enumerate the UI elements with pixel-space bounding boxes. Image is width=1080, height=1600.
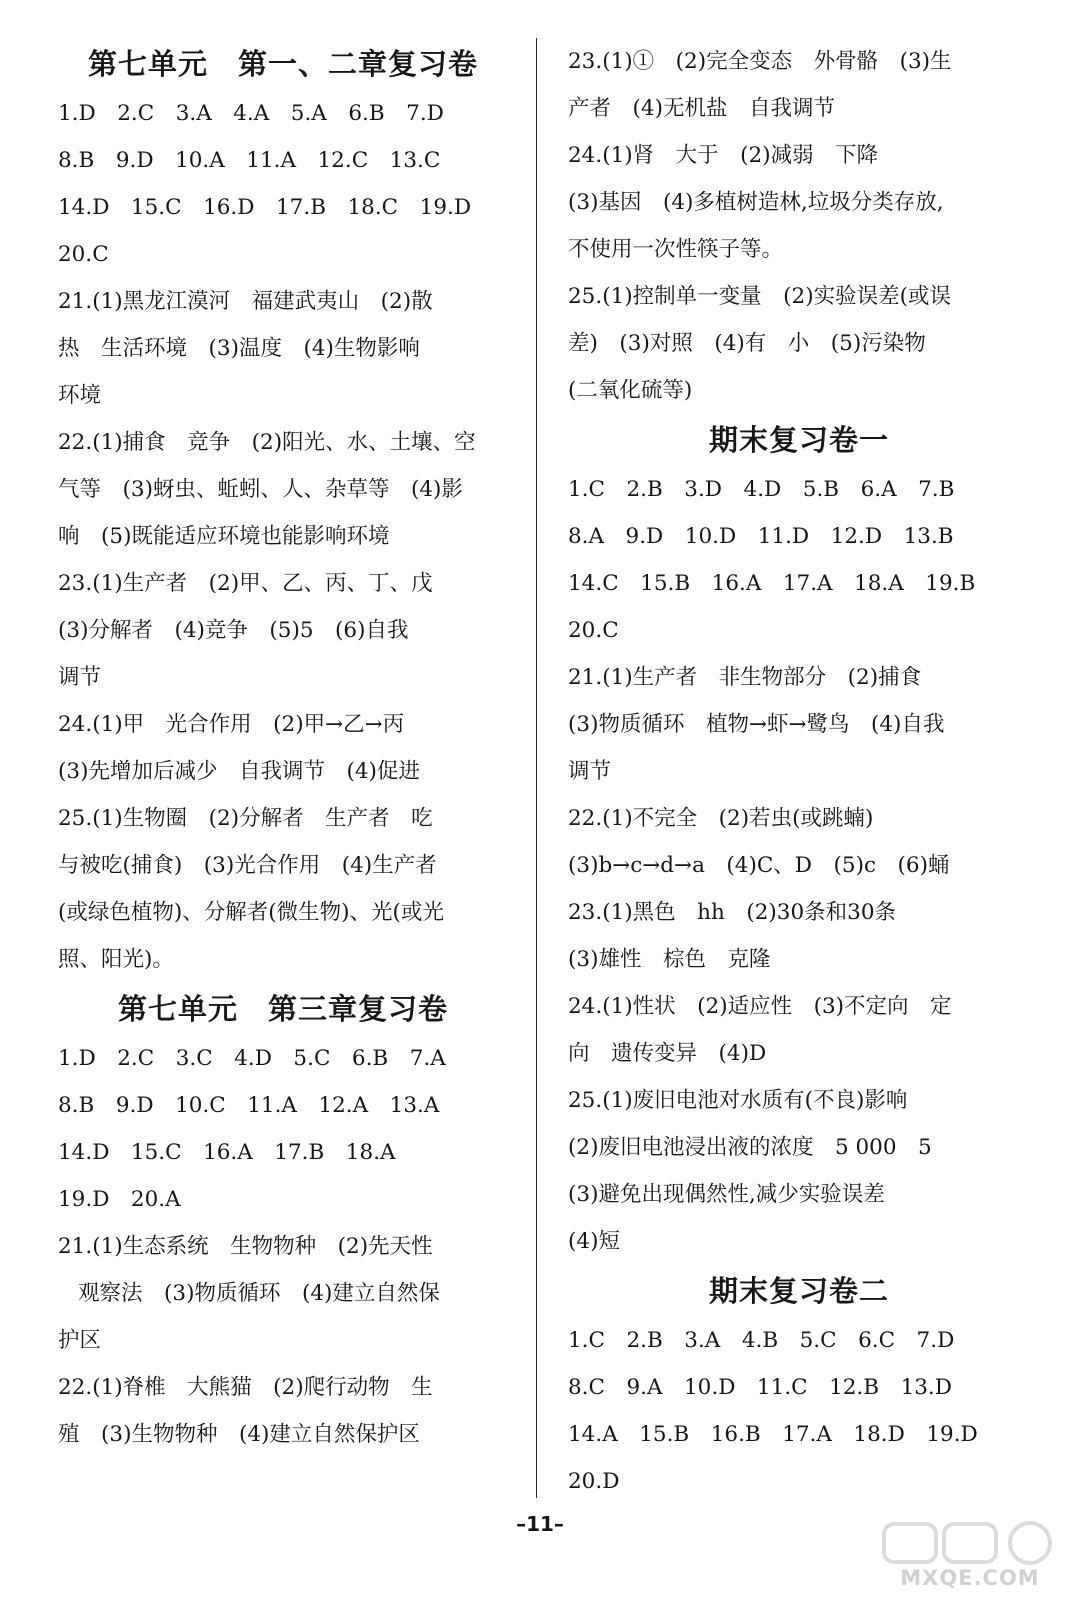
watermark-mark-icon — [880, 1520, 1060, 1566]
answer-line: 调节 — [58, 665, 102, 690]
answer-line: 22.(1)不完全 (2)若虫(或跳蝻) — [568, 806, 874, 831]
answer-line: 20.C — [568, 618, 619, 643]
section-title: 第七单元 第一、二章复习卷 — [87, 47, 478, 81]
answer-line: 19.D 20.A — [58, 1187, 181, 1212]
answer-line: 1.D 2.C 3.A 4.A 5.A 6.B 7.D — [58, 101, 444, 126]
answer-line: (4)短 — [568, 1229, 620, 1254]
watermark-logo — [880, 1520, 1060, 1590]
answer-line: 1.C 2.B 3.A 4.B 5.C 6.C 7.D — [568, 1328, 955, 1353]
answer-line: (3)避免出现偶然性,减少实验误差 — [568, 1182, 885, 1207]
answer-line: 20.D — [568, 1469, 620, 1494]
left-column — [58, 38, 508, 1458]
answer-line: 22.(1)脊椎 大熊猫 (2)爬行动物 生 — [58, 1375, 433, 1400]
column-divider — [536, 38, 537, 1498]
watermark-text: MXQE.COM — [900, 1566, 1040, 1590]
answer-line: 8.A 9.D 10.D 11.D 12.D 13.B — [568, 524, 954, 549]
answer-line: 24.(1)肾 大于 (2)减弱 下降 — [568, 143, 879, 168]
answer-line: (3)b→c→d→a (4)C、D (5)c (6)蛹 — [568, 853, 950, 878]
answer-line: (2)废旧电池浸出液的浓度 5 000 5 — [568, 1135, 932, 1160]
answer-line: 8.B 9.D 10.A 11.A 12.C 13.C — [58, 148, 441, 173]
answer-line: 14.D 15.C 16.A 17.B 18.A — [58, 1140, 396, 1165]
answer-line: 调节 — [568, 759, 612, 784]
answer-line: 8.C 9.A 10.D 11.C 12.B 13.D — [568, 1375, 952, 1400]
answer-line: 25.(1)控制单一变量 (2)实验误差(或误 — [568, 284, 951, 309]
answer-line: 差) (3)对照 (4)有 小 (5)污染物 — [568, 331, 926, 356]
answer-line: 21.(1)黑龙江漠河 福建武夷山 (2)散 — [58, 289, 433, 314]
section-title: 第七单元 第三章复习卷 — [117, 992, 448, 1026]
answer-line: 14.C 15.B 16.A 17.A 18.A 19.B — [568, 571, 976, 596]
answer-line: (3)雄性 棕色 克隆 — [568, 947, 771, 972]
right-column — [568, 38, 1030, 1505]
answer-line: 1.D 2.C 3.C 4.D 5.C 6.B 7.A — [58, 1046, 446, 1071]
page-number: –11– — [516, 1512, 564, 1536]
answer-line: (二氧化硫等) — [568, 378, 693, 403]
answer-line: 与被吃(捕食) (3)光合作用 (4)生产者 — [58, 853, 437, 878]
answer-line: 观察法 (3)物质循环 (4)建立自然保 — [78, 1281, 440, 1306]
answer-line: 25.(1)废旧电池对水质有(不良)影响 — [568, 1088, 908, 1113]
answer-line: 23.(1)黑色 hh (2)30条和30条 — [568, 900, 897, 925]
answer-line: (或绿色植物)、分解者(微生物)、光(或光 — [58, 900, 444, 925]
section-title: 期末复习卷一 — [708, 423, 889, 457]
answer-line: 响 (5)既能适应环境也能影响环境 — [58, 524, 390, 549]
answer-line: 23.(1)生产者 (2)甲、乙、丙、丁、戊 — [58, 571, 433, 596]
answer-line: 气等 (3)蚜虫、蚯蚓、人、杂草等 (4)影 — [58, 477, 463, 502]
answer-line: 20.C — [58, 242, 109, 267]
answer-line: 24.(1)甲 光合作用 (2)甲→乙→丙 — [58, 712, 405, 737]
answer-line: 殖 (3)生物物种 (4)建立自然保护区 — [58, 1422, 420, 1447]
answer-line: 照、阳光)。 — [58, 947, 174, 972]
answer-line: 1.C 2.B 3.D 4.D 5.B 6.A 7.B — [568, 477, 955, 502]
answer-line: 护区 — [58, 1328, 102, 1353]
answer-line: 8.B 9.D 10.C 11.A 12.A 13.A — [58, 1093, 440, 1118]
section-title: 期末复习卷二 — [708, 1274, 889, 1308]
answer-line: 向 遗传变异 (4)D — [568, 1041, 767, 1066]
answer-line: 22.(1)捕食 竞争 (2)阳光、水、土壤、空 — [58, 430, 476, 455]
answer-line: 25.(1)生物圈 (2)分解者 生产者 吃 — [58, 806, 433, 831]
answer-line: (3)基因 (4)多植树造林,垃圾分类存放, — [568, 190, 944, 215]
answer-line: 14.A 15.B 16.B 17.A 18.D 19.D — [568, 1422, 978, 1447]
answer-line: 23.(1)① (2)完全变态 外骨骼 (3)生 — [568, 49, 952, 74]
answer-line: 24.(1)性状 (2)适应性 (3)不定向 定 — [568, 994, 952, 1019]
answer-line: 21.(1)生态系统 生物物种 (2)先天性 — [58, 1234, 433, 1259]
answer-line: 不使用一次性筷子等。 — [568, 237, 784, 262]
answer-line: 产者 (4)无机盐 自我调节 — [568, 96, 835, 121]
answer-line: 环境 — [58, 383, 102, 408]
answer-line: (3)分解者 (4)竞争 (5)5 (6)自我 — [58, 618, 409, 643]
answer-line: 热 生活环境 (3)温度 (4)生物影响 — [58, 336, 420, 361]
answer-line: (3)物质循环 植物→虾→鹭鸟 (4)自我 — [568, 712, 945, 737]
answer-line: (3)先增加后减少 自我调节 (4)促进 — [58, 759, 420, 784]
answer-line: 14.D 15.C 16.D 17.B 18.C 19.D — [58, 195, 472, 220]
answer-line: 21.(1)生产者 非生物部分 (2)捕食 — [568, 665, 922, 690]
